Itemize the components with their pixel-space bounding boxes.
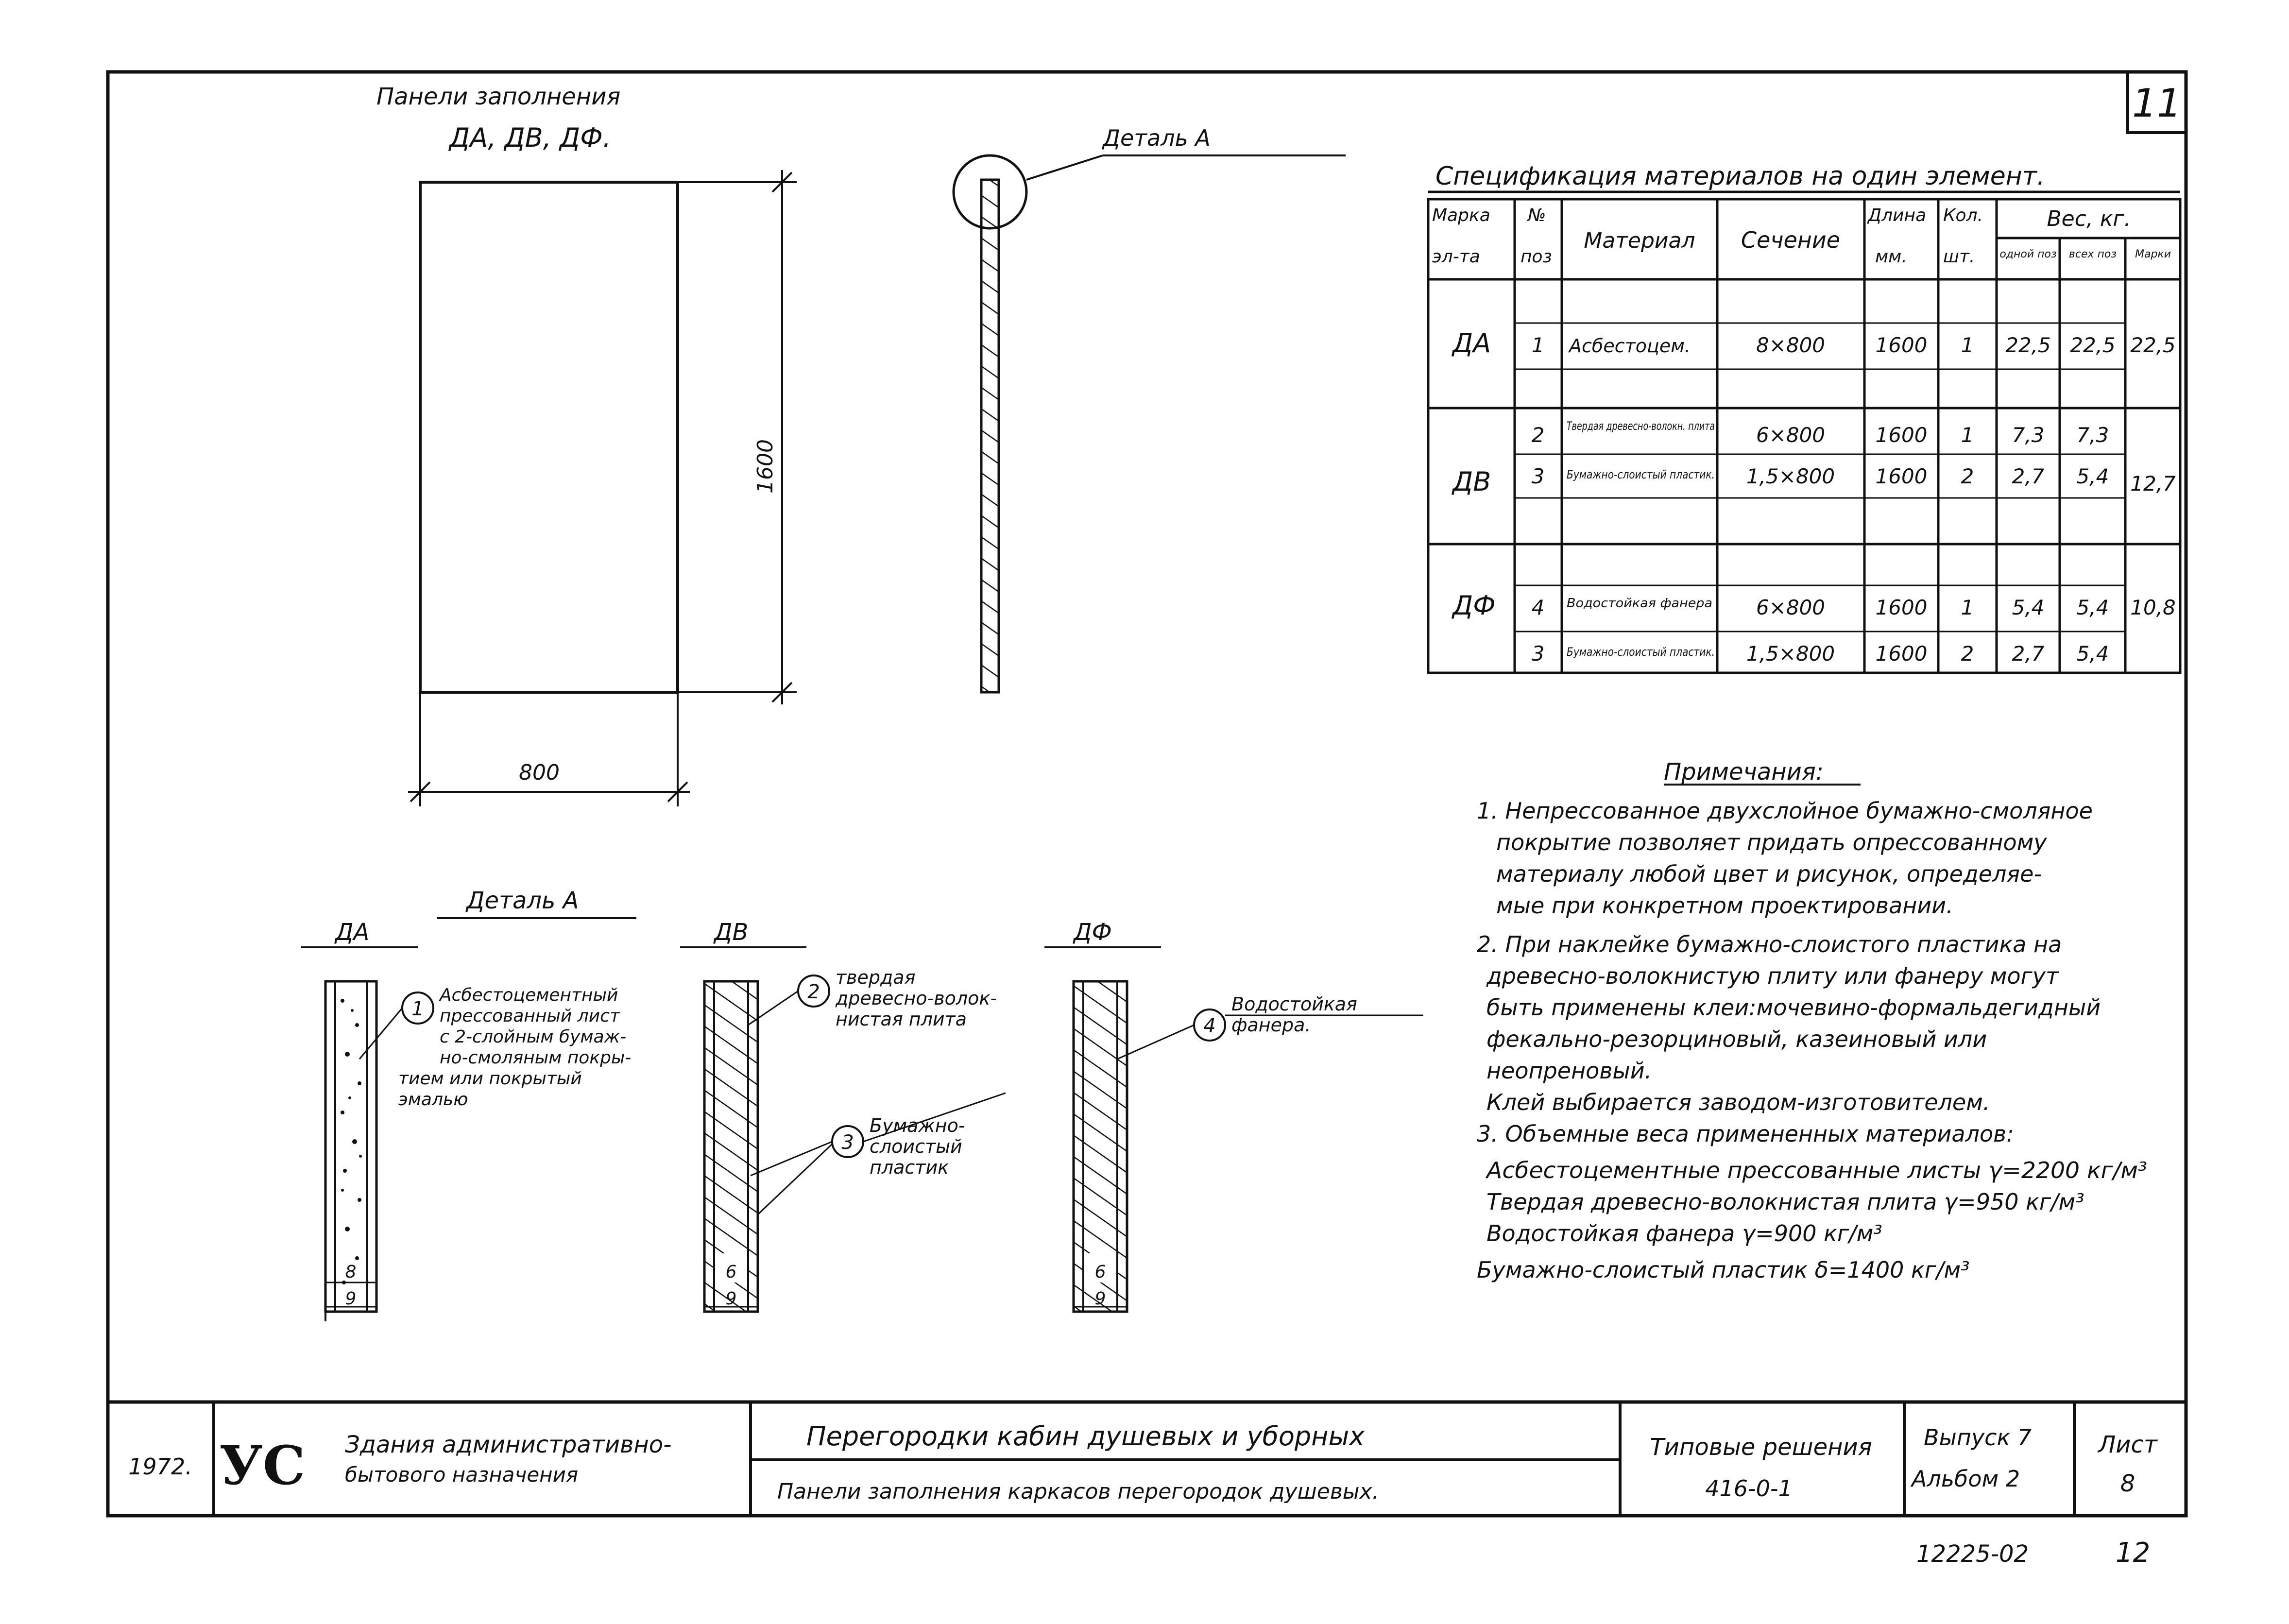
row2-pos: 3: [1531, 464, 1545, 488]
svg-text:эмалью: эмалью: [398, 1090, 468, 1110]
sheet-number-box: [2128, 72, 2186, 133]
height-dimension: [678, 170, 797, 704]
svg-text:Бумажно-: Бумажно-: [870, 1115, 965, 1136]
hdr-mark-bottom: эл-та: [1432, 247, 1480, 267]
row1-pos: 2: [1531, 423, 1545, 447]
note-line-10: Клей выбирается заводом-изготовителем.: [1486, 1089, 1990, 1115]
spec-title: Спецификация материалов на один элемент.: [1435, 162, 2045, 191]
row3-section: 6×800: [1756, 596, 1826, 619]
footer-code: 12225-02: [1916, 1540, 2029, 1568]
hdr-material: Материал: [1584, 228, 1695, 253]
note-line-3: материалу любой цвет и рисунок, определяе-: [1496, 861, 2042, 887]
row0-section: 8×800: [1756, 333, 1826, 357]
svg-text:с 2-слойным бумаж-: с 2-слойным бумаж-: [440, 1027, 627, 1047]
svg-text:нистая плита: нистая плита: [836, 1009, 967, 1030]
svg-text:Асбестоцементный: Асбестоцементный: [440, 985, 618, 1005]
row3-w-all: 5,4: [2076, 596, 2109, 619]
detail-db: [680, 919, 1006, 1312]
hdr-pos-bottom: поз: [1520, 247, 1552, 267]
row1-w-all: 7,3: [2076, 423, 2109, 447]
detail-da: [301, 919, 631, 1321]
detail-a-title: Деталь А: [466, 887, 579, 914]
note-line-13: Твердая древесно-волокнистая плита γ=950 кг/м³: [1486, 1189, 2084, 1215]
note-line-14: Водостойкая фанера γ=900 кг/м³: [1486, 1220, 1882, 1247]
tb-series-line2: 416-0-1: [1705, 1475, 1793, 1502]
note-line-8: фекально-резорциновый, казеиновый или: [1486, 1026, 1987, 1052]
detail-da-dim-outer: 9: [345, 1289, 357, 1309]
detail-da-dim-inner: 8: [345, 1262, 357, 1282]
note-line-11: 3. Объемные веса примененных материалов:: [1477, 1121, 2014, 1147]
row4-w-all: 5,4: [2076, 642, 2109, 666]
note-line-1: 1. Непрессованное двухслойное бумажно-смоляное: [1477, 798, 2093, 824]
row2-mark: ДВ: [1452, 466, 1491, 497]
svg-text:Водостойкая: Водостойкая: [1231, 993, 1357, 1015]
tb-org-line2: бытового назначения: [345, 1463, 579, 1487]
note-line-15: Бумажно-слоистый пластик δ=1400 кг/м³: [1477, 1257, 1970, 1283]
hdr-pos-top: №: [1528, 205, 1546, 225]
detail-df: [1044, 919, 1423, 1312]
row0-w-all: 22,5: [2070, 333, 2116, 357]
spec-table: [1428, 162, 2180, 673]
note-line-4: мые при конкретном проектировании.: [1496, 892, 1953, 919]
row3-length: 1600: [1875, 596, 1928, 619]
row2-qty: 2: [1961, 464, 1974, 488]
row3-mark: ДФ: [1452, 590, 1496, 621]
tb-title-line1: Перегородки кабин душевых и уборных: [806, 1421, 1365, 1452]
title-block: [128, 1402, 2158, 1516]
hdr-mark-top: Марка: [1432, 205, 1490, 225]
svg-text:фанера.: фанера.: [1231, 1014, 1311, 1036]
tb-issue: Выпуск 7: [1924, 1424, 2032, 1451]
svg-text:твердая: твердая: [836, 967, 916, 988]
row0-w-one: 22,5: [2005, 333, 2051, 357]
footer-page: 12: [2116, 1537, 2151, 1569]
notes-title: Примечания:: [1664, 758, 1824, 786]
tb-album: Альбом 2: [1912, 1466, 2020, 1492]
svg-text:прессованный лист: прессованный лист: [440, 1006, 620, 1026]
tb-year: 1972.: [128, 1453, 192, 1480]
svg-text:но-смоляным покры-: но-смоляным покры-: [440, 1048, 632, 1068]
hdr-w-all: всех поз: [2068, 248, 2117, 260]
row4-material: Бумажно-слоистый пластик.: [1567, 645, 1715, 659]
detail-da-callout-num: 1: [411, 998, 424, 1020]
note-line-9: неопреновый.: [1486, 1058, 1652, 1084]
row4-length: 1600: [1875, 642, 1928, 666]
detail-db-callout-num-b: 3: [841, 1131, 854, 1154]
notes: [1477, 758, 2147, 1283]
row0-material: Асбестоцем.: [1569, 335, 1691, 357]
panel-section: [954, 125, 1346, 692]
width-dimension: [408, 692, 690, 806]
hdr-section: Сечение: [1741, 227, 1841, 253]
svg-text:пластик: пластик: [870, 1157, 949, 1178]
row1-section: 6×800: [1756, 423, 1826, 447]
tb-org-line1: Здания административно-: [345, 1431, 672, 1458]
row3-w-one: 5,4: [2012, 596, 2045, 619]
row0-length: 1600: [1875, 333, 1928, 357]
tb-sheet-value: 8: [2120, 1470, 2135, 1497]
row4-pos: 3: [1531, 642, 1545, 666]
row4-qty: 2: [1961, 642, 1974, 666]
panel-width-label: 800: [519, 760, 560, 785]
hdr-length-bottom: мм.: [1875, 247, 1907, 267]
detail-db-callout-num: 2: [807, 981, 820, 1003]
panel-elevation: [376, 83, 797, 806]
tb-logo: УС: [219, 1434, 306, 1497]
row1-qty: 1: [1961, 423, 1974, 447]
hdr-w-mark: Марки: [2135, 248, 2171, 260]
detail-df-callout-text: [1231, 993, 1357, 1036]
row2-w-mark: 12,7: [2130, 472, 2176, 496]
row3-w-mark: 10,8: [2130, 596, 2176, 619]
detail-db-dim-outer: 9: [725, 1289, 737, 1309]
detail-df-callout-num: 4: [1203, 1015, 1216, 1037]
note-line-12: Асбестоцементные прессованные листы γ=2200 кг/м³: [1485, 1157, 2147, 1183]
note-line-2: покрытие позволяет придать опрессованному: [1496, 829, 2047, 855]
row3-material: Водостойкая фанера: [1567, 596, 1712, 611]
row2-w-one: 2,7: [2012, 464, 2045, 488]
panel-outline: [420, 182, 678, 692]
row4-w-one: 2,7: [2012, 642, 2045, 666]
hdr-weight: Вес, кг.: [2047, 206, 2131, 231]
row2-material: Бумажно-слоистый пластик.: [1567, 468, 1715, 481]
note-line-5: 2. При наклейке бумажно-слоистого пластика на: [1477, 931, 2062, 957]
panel-marks: ДА, ДВ, ДФ.: [449, 122, 611, 153]
hdr-w-one: одной поз: [1999, 248, 2057, 260]
svg-text:тием или покрытый: тием или покрытый: [398, 1069, 582, 1089]
panel-height-label: 1600: [753, 439, 778, 494]
note-line-6: древесно-волокнистую плиту или фанеру могут: [1486, 963, 2059, 989]
detail-db-callout-text-b: [870, 1115, 965, 1178]
row0-mark: ДА: [1452, 328, 1491, 359]
detail-a-label: Деталь А: [1103, 125, 1211, 151]
row3-pos: 4: [1531, 596, 1545, 619]
detail-db-dim-inner: 6: [725, 1262, 737, 1282]
hdr-length-top: Длина: [1868, 205, 1927, 225]
row3-qty: 1: [1961, 596, 1974, 619]
row1-length: 1600: [1875, 423, 1928, 447]
detail-db-callout-text: [835, 967, 997, 1030]
row0-qty: 1: [1961, 333, 1974, 357]
detail-db-label: ДВ: [714, 919, 749, 946]
panel-title: Панели заполнения: [376, 83, 621, 110]
detail-df-dim-outer: 9: [1094, 1289, 1106, 1309]
tb-series-line1: Типовые решения: [1650, 1434, 1872, 1461]
tb-sheet-label: Лист: [2098, 1431, 2157, 1458]
hdr-qty-top: Кол.: [1943, 205, 1983, 225]
sheet-number: 11: [2132, 81, 2182, 126]
row0-pos: 1: [1531, 333, 1545, 357]
row1-w-one: 7,3: [2012, 423, 2045, 447]
row1-material: Твердая древесно-волокн. плита: [1567, 419, 1715, 433]
svg-text:древесно-волок-: древесно-волок-: [836, 988, 997, 1009]
svg-text:слоистый: слоистый: [870, 1136, 962, 1157]
row0-w-mark: 22,5: [2130, 333, 2176, 357]
hdr-qty-bottom: шт.: [1943, 247, 1975, 267]
detail-df-dim-inner: 6: [1094, 1262, 1106, 1282]
row2-length: 1600: [1875, 464, 1928, 488]
row2-section: 1,5×800: [1746, 464, 1835, 488]
tb-title-line2: Панели заполнения каркасов перегородок душевых.: [777, 1479, 1379, 1504]
detail-da-label: ДА: [335, 919, 370, 946]
note-line-7: быть применены клеи:мочевино-формальдегидный: [1486, 994, 2101, 1021]
detail-df-label: ДФ: [1074, 919, 1112, 946]
row2-w-all: 5,4: [2076, 464, 2109, 488]
row4-section: 1,5×800: [1746, 642, 1835, 666]
